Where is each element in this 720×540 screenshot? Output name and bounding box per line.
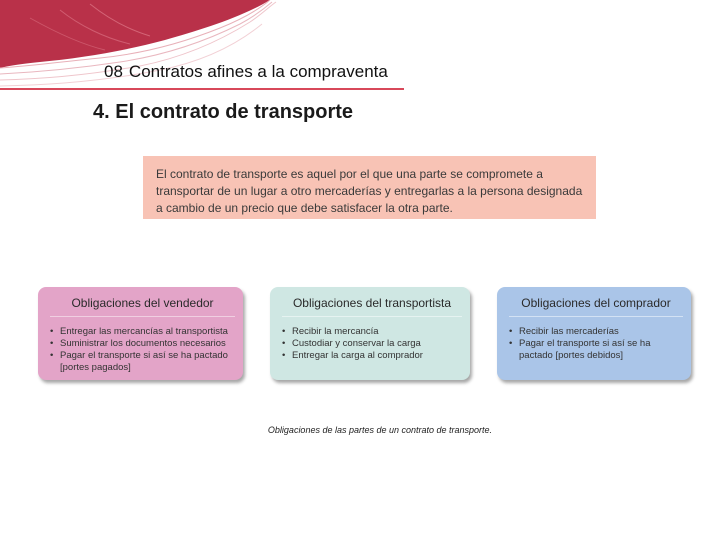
chapter-title: Contratos afines a la compraventa (128, 62, 388, 81)
list-item: • Entregar las mercancías al transportista (50, 326, 235, 338)
list-item: • Entregar la carga al comprador (282, 350, 462, 362)
card-transportista (270, 287, 470, 380)
card-title: Obligaciones del comprador (509, 296, 683, 317)
card-title: Obligaciones del transportista (282, 296, 462, 317)
obligations-list (50, 326, 235, 374)
list-item: • Recibir las mercaderías (509, 326, 683, 338)
card-vendedor (38, 287, 243, 380)
figure-caption: Obligaciones de las partes de un contrato de transporte. (267, 425, 493, 435)
card-comprador (497, 287, 691, 380)
card-title: Obligaciones del vendedor (50, 296, 235, 317)
chapter-underline (0, 88, 404, 90)
section-title: 4. El contrato de transporte (93, 101, 354, 123)
list-item: • Recibir la mercancía (282, 326, 462, 338)
obligations-list (282, 326, 462, 362)
definition-box: El contrato de transporte es aquel por el que una parte se compromete a transportar de un lugar a otro mercaderías y entregarlas a la persona designada a cambio de un precio que debe satisfacer la otra parte. (143, 156, 596, 219)
list-item: • Suministrar los documentos necesarios (50, 338, 235, 350)
list-item: • Pagar el transporte si así se ha pactado [portes debidos] (509, 338, 683, 362)
list-item: • Custodiar y conservar la carga (282, 338, 462, 350)
obligations-list (509, 326, 683, 362)
list-item: • Pagar el transporte si así se ha pactado [portes pagados] (50, 350, 235, 374)
chapter-heading (104, 62, 404, 82)
chapter-number: 08 (104, 62, 123, 81)
